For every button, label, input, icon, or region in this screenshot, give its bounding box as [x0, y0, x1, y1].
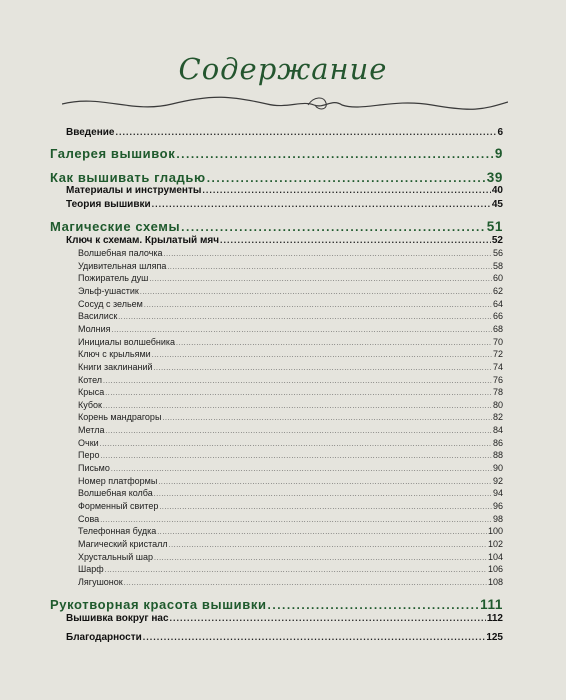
dot-leader [111, 466, 492, 473]
toc-entry[interactable] [78, 248, 503, 258]
toc-entry-label: Материалы и инструменты [66, 185, 202, 196]
toc-entry-page: 111 [480, 597, 503, 612]
toc-entry-page: 102 [487, 538, 503, 549]
toc-entry-label: Очки [78, 437, 99, 448]
toc-entry-page: 40 [491, 185, 503, 196]
toc-entry-page: 86 [492, 437, 503, 448]
toc-entry-page: 78 [492, 387, 503, 398]
toc-entry[interactable] [78, 273, 503, 283]
toc-entry-page: 68 [492, 323, 503, 334]
toc-entry-label: Волшебная колба [78, 488, 153, 499]
toc-entry-label: Как вышивать гладью [50, 170, 206, 185]
toc-entry[interactable] [78, 438, 503, 448]
toc-entry-page: 82 [492, 412, 503, 423]
toc-entry-page: 98 [492, 513, 503, 524]
dot-leader [140, 289, 492, 296]
toc-entry[interactable] [78, 526, 503, 536]
toc-entry[interactable] [78, 425, 503, 435]
toc-entry[interactable] [66, 199, 503, 210]
toc-entry-label: Телефонная будка [78, 526, 157, 537]
toc-entry-label: Введение [66, 127, 115, 138]
toc-entry[interactable] [78, 577, 503, 587]
dot-leader [103, 378, 492, 385]
toc-entry-page: 56 [492, 248, 503, 258]
toc-entry-page: 112 [486, 613, 503, 624]
toc-entry[interactable] [78, 450, 503, 460]
toc-entry-page: 125 [486, 632, 503, 643]
toc-entry-page: 90 [492, 463, 503, 474]
toc-entry-label: Удивительная шляпа [78, 260, 167, 271]
dot-leader [154, 365, 492, 372]
toc-entry-label: Эльф-ушастик [78, 285, 139, 296]
toc-entry-page: 62 [492, 285, 503, 296]
toc-entry-label: Сосуд с зельем [78, 298, 143, 309]
toc-entry-label: Крыса [78, 387, 105, 398]
toc-entry[interactable] [78, 476, 503, 486]
dot-leader [207, 171, 486, 185]
toc-entry-page: 60 [492, 273, 503, 284]
toc-entry[interactable] [78, 514, 503, 524]
dot-leader [164, 251, 492, 258]
dot-leader [162, 415, 492, 422]
dot-leader [100, 517, 492, 524]
dot-leader [170, 613, 486, 623]
toc-entry[interactable] [78, 337, 503, 347]
toc-entry-label: Котел [78, 374, 103, 385]
dot-leader [167, 264, 492, 271]
toc-entry[interactable] [78, 362, 503, 372]
dot-leader [105, 390, 492, 397]
toc-entry-page: 52 [491, 235, 503, 246]
toc-entry-page: 45 [491, 199, 503, 210]
toc-entry-page: 80 [492, 399, 503, 410]
toc-entry[interactable] [78, 375, 503, 385]
toc-entry-label: Магические схемы [50, 219, 181, 234]
toc-entry[interactable] [50, 170, 503, 185]
toc-entry[interactable] [50, 219, 503, 234]
toc-entry-page: 94 [492, 488, 503, 499]
dot-leader [152, 352, 492, 359]
toc-entry-label: Молния [78, 323, 111, 334]
toc-entry-page: 84 [492, 425, 503, 436]
toc-entry-label: Кубок [78, 399, 102, 410]
dot-leader [103, 403, 492, 410]
toc-entry[interactable] [66, 185, 503, 196]
toc-entry-page: 104 [487, 551, 503, 562]
dot-leader [144, 302, 492, 309]
toc-entry-page: 58 [492, 260, 503, 271]
toc-entry-page: 88 [492, 450, 503, 461]
toc-entry[interactable] [78, 387, 503, 397]
dot-leader [169, 542, 487, 549]
toc-entry-page: 76 [492, 374, 503, 385]
toc-entry-page: 9 [494, 146, 503, 161]
toc-entry-label: Инициалы волшебника [78, 336, 176, 347]
dot-leader [105, 567, 487, 574]
toc-entry-page: 106 [487, 564, 503, 575]
toc-entry-label: Лягушонок [78, 576, 123, 587]
toc-entry-page: 64 [492, 298, 503, 309]
toc-entry-label: Корень мандрагоры [78, 412, 162, 423]
toc-entry-label: Вышивка вокруг нас [66, 613, 169, 624]
toc-entry-label: Сова [78, 513, 100, 524]
dot-leader [176, 147, 494, 161]
toc-entry-label: Галерея вышивок [50, 146, 176, 161]
page-title: Содержание [178, 52, 388, 86]
toc-entry-page: 72 [492, 349, 503, 360]
toc-entry-label: Метла [78, 425, 105, 436]
toc-entry[interactable] [78, 552, 503, 562]
toc-entry-page: 66 [492, 311, 503, 322]
dot-leader [181, 220, 486, 234]
toc-entry-page: 70 [492, 336, 503, 347]
toc-entry-label: Пожиратель душ [78, 273, 149, 284]
toc-entry-page: 39 [486, 170, 503, 185]
toc-entry-label: Благодарности [66, 632, 142, 643]
toc-entry[interactable] [78, 261, 503, 271]
toc-entry[interactable] [78, 501, 503, 511]
dot-leader [176, 340, 492, 347]
toc-entry-label: Книги заклинаний [78, 361, 153, 372]
toc-entry-label: Василиск [78, 311, 118, 322]
toc-entry-label: Шарф [78, 564, 104, 575]
dot-leader [159, 504, 492, 511]
toc-entry[interactable] [78, 564, 503, 574]
toc-entry-label: Форменный свитер [78, 501, 159, 511]
toc-entry-page: 108 [487, 576, 503, 587]
toc-entry[interactable] [78, 299, 503, 309]
dot-leader [154, 491, 492, 498]
toc-entry-page: 92 [492, 475, 503, 486]
toc-entry-label: Хрустальный шар [78, 551, 153, 562]
dot-leader [152, 199, 491, 209]
toc-entry-label: Магический кристалл [78, 538, 168, 549]
toc-entry-page: 6 [497, 127, 503, 138]
dot-leader [101, 453, 492, 460]
toc-entry-label: Ключ к схемам. Крылатый мяч [66, 235, 220, 246]
toc-entry[interactable] [78, 412, 503, 422]
toc-entry[interactable] [78, 539, 503, 549]
toc-entry[interactable] [78, 349, 503, 359]
toc-entry[interactable] [66, 127, 503, 138]
toc-entry-label: Рукотворная красота вышивки [50, 597, 267, 612]
toc-entry[interactable] [78, 400, 503, 410]
toc-entry-page: 96 [492, 501, 503, 511]
toc-entry-label: Ключ с крыльями [78, 349, 151, 360]
toc-entry[interactable] [50, 597, 503, 612]
dot-leader [220, 235, 491, 245]
toc-entry-page: 100 [487, 526, 503, 537]
toc-entry-label: Письмо [78, 463, 110, 474]
dot-leader [143, 632, 486, 642]
toc-entry[interactable] [50, 146, 503, 161]
dot-leader [112, 327, 492, 334]
toc-entry[interactable] [78, 311, 503, 321]
toc-entry-label: Номер платформы [78, 475, 158, 486]
toc-entry[interactable] [66, 613, 503, 624]
dot-leader [268, 598, 480, 612]
toc-entry[interactable] [66, 235, 503, 246]
dot-leader [124, 580, 487, 587]
toc-entry-label: Перо [78, 450, 100, 461]
toc-entry[interactable] [78, 488, 503, 498]
toc-entry-label: Теория вышивки [66, 199, 151, 210]
toc-entry-page: 51 [486, 219, 503, 234]
dot-leader [118, 314, 492, 321]
toc-entry[interactable] [78, 286, 503, 296]
toc-entry-page: 74 [492, 361, 503, 372]
dot-leader [115, 127, 496, 137]
dot-leader [157, 529, 487, 536]
dot-leader [154, 555, 487, 562]
toc-entry[interactable] [78, 463, 503, 473]
dot-leader [149, 276, 492, 283]
dot-leader [158, 479, 492, 486]
dot-leader [202, 185, 490, 195]
toc-entry-label: Волшебная палочка [78, 248, 163, 258]
toc-entry[interactable] [78, 324, 503, 334]
dot-leader [100, 441, 492, 448]
dot-leader [106, 428, 492, 435]
toc-entry[interactable] [66, 632, 503, 643]
